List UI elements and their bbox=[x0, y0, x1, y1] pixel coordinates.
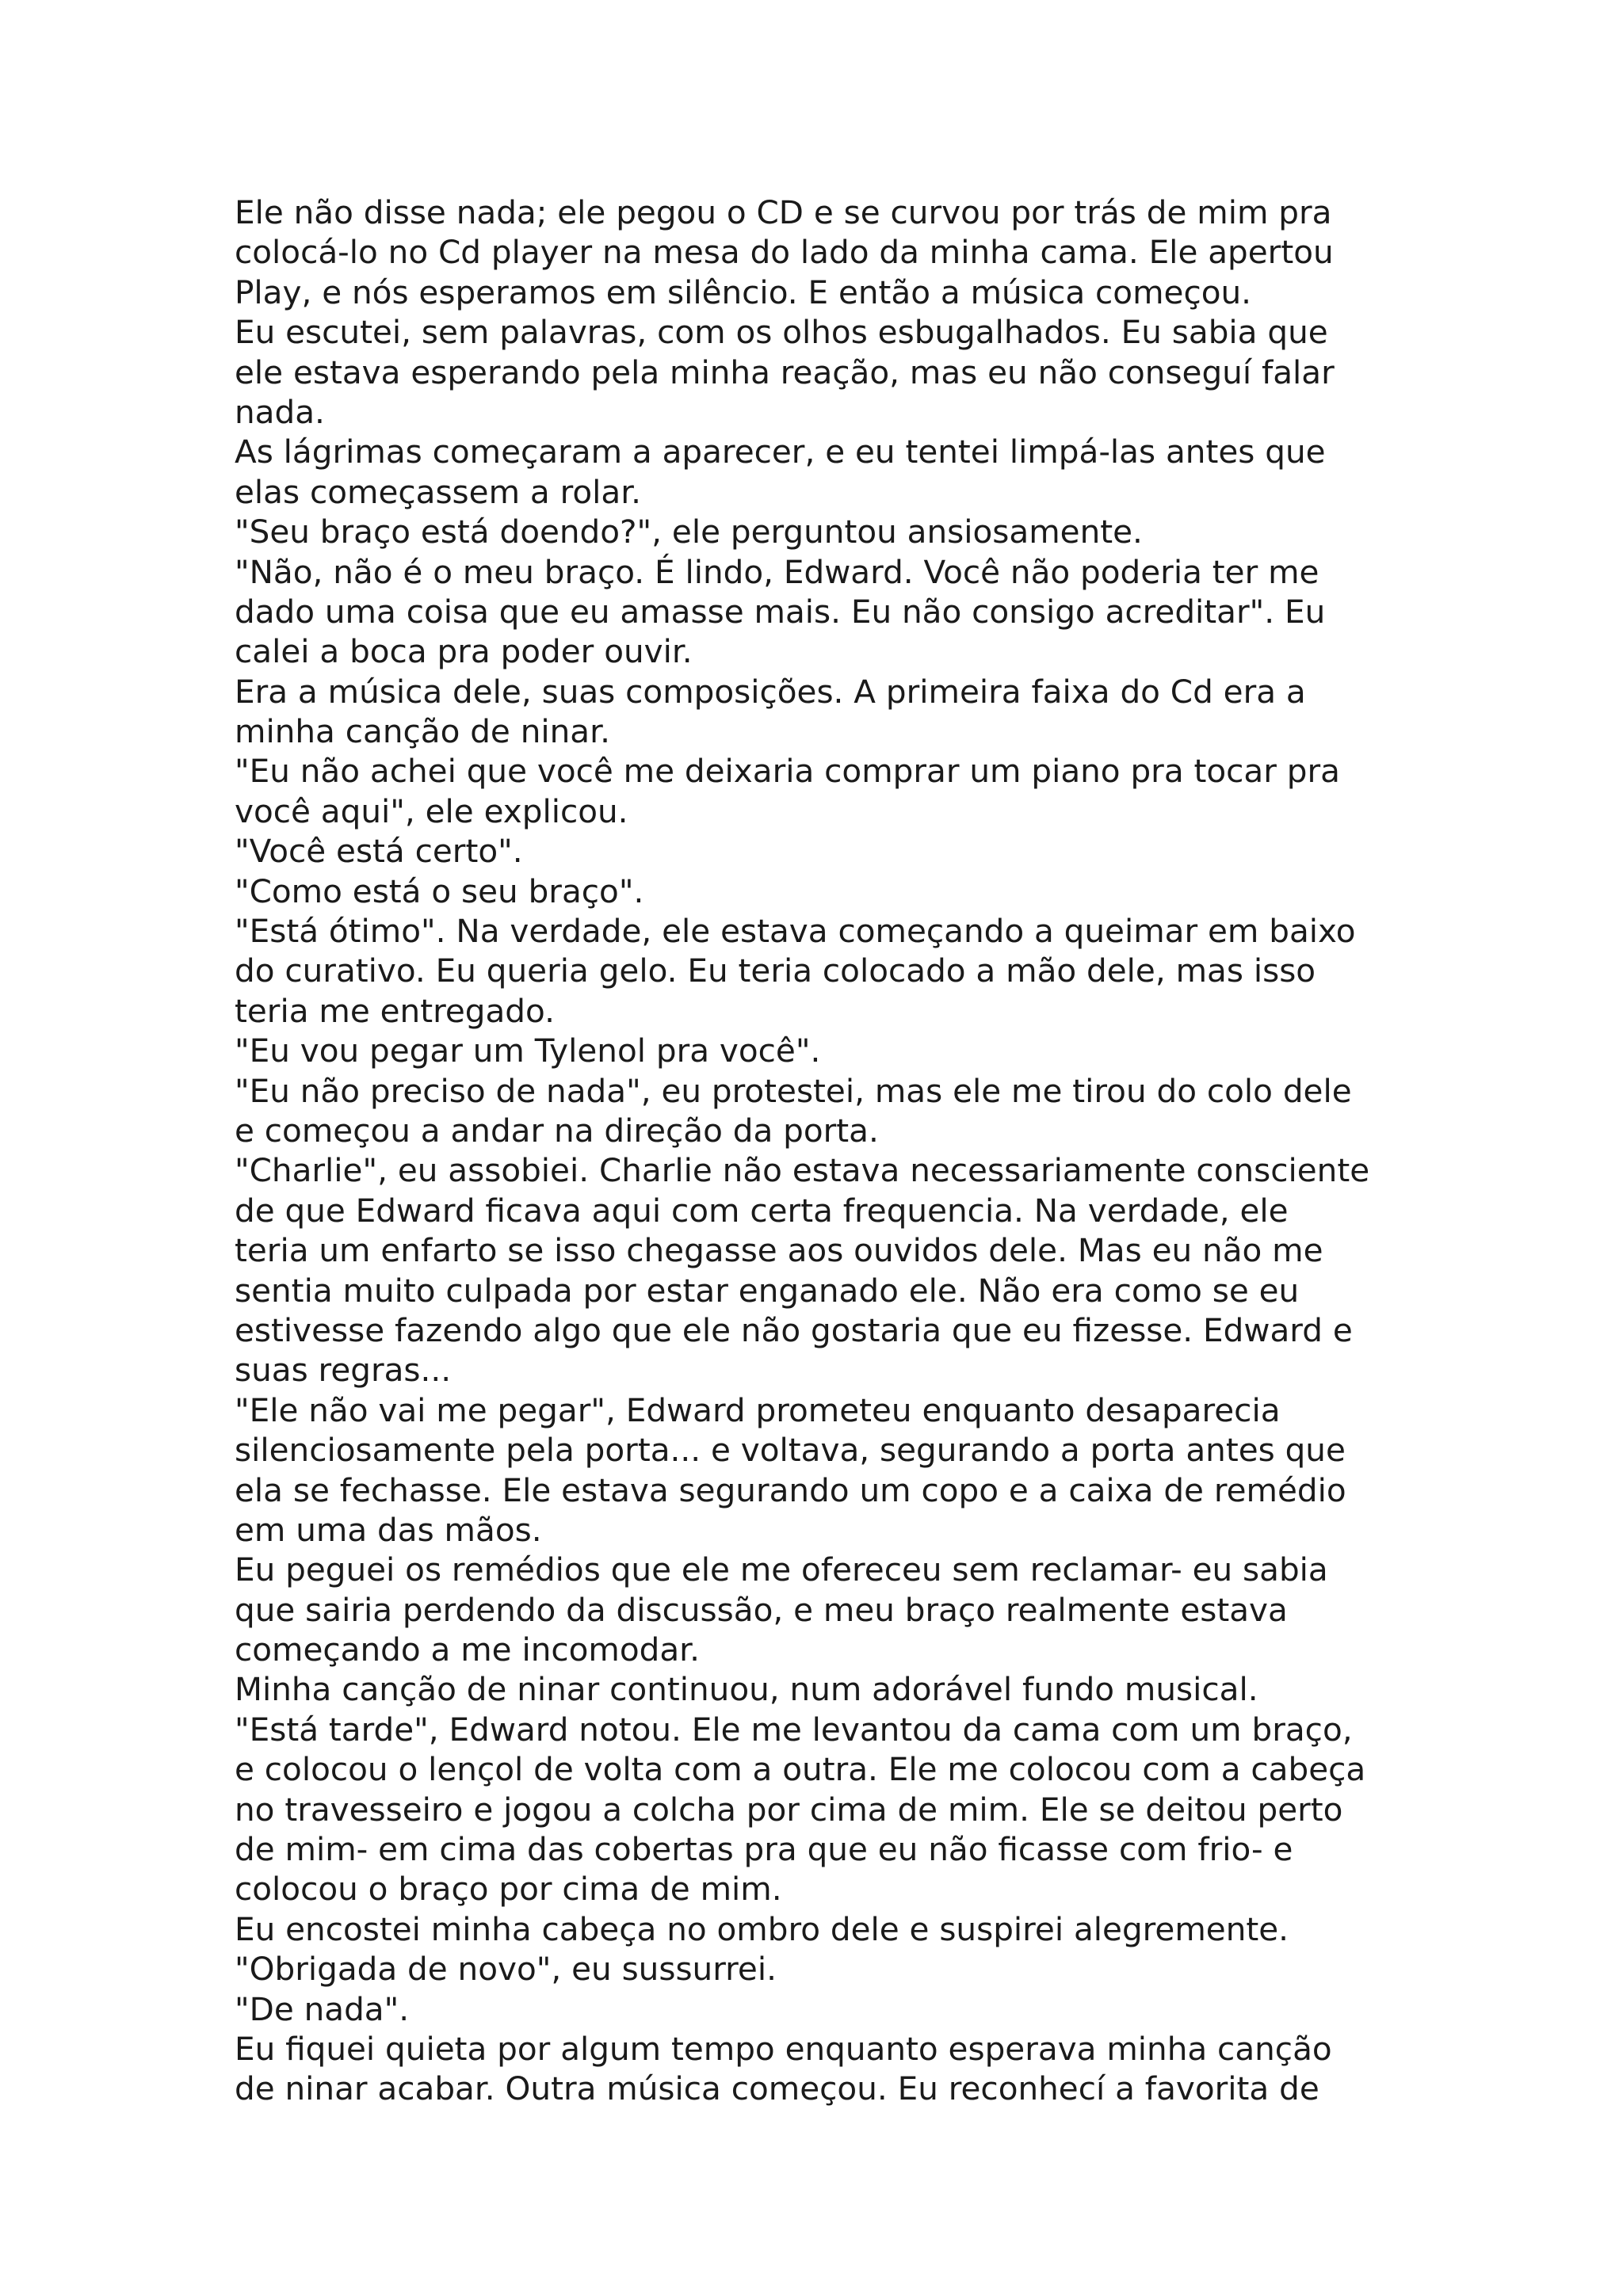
text-line: de mim- em cima das cobertas pra que eu não ficasse com frio- e bbox=[235, 1830, 1293, 1869]
text-line: em uma das mãos. bbox=[235, 1510, 542, 1549]
text-line: "Está ótimo". Na verdade, ele estava começando a queimar em baixo bbox=[235, 912, 1356, 951]
text-line: "Eu não preciso de nada", eu protestei, mas ele me tirou do colo dele bbox=[235, 1071, 1352, 1110]
text-line: colocou o braço por cima de mim. bbox=[235, 1870, 782, 1909]
body-text bbox=[235, 193, 1423, 2109]
text-line: "Eu não achei que você me deixaria comprar um piano pra tocar pra bbox=[235, 752, 1340, 791]
text-line: e colocou o lençol de volta com a outra. Ele me colocou com a cabeça bbox=[235, 1750, 1366, 1789]
text-line: sentia muito culpada por estar enganado ele. Não era como se eu bbox=[235, 1271, 1300, 1310]
text-line: "Seu braço está doendo?", ele perguntou ansiosamente. bbox=[235, 513, 1143, 551]
text-line: dado uma coisa que eu amasse mais. Eu não consigo acreditar". Eu bbox=[235, 592, 1326, 631]
text-line: ela se fechasse. Ele estava segurando um copo e a caixa de remédio bbox=[235, 1470, 1346, 1509]
text-line: As lágrimas começaram a aparecer, e eu tentei limpá-las antes que bbox=[235, 433, 1326, 471]
text-line: Eu fiquei quieta por algum tempo enquanto esperava minha canção bbox=[235, 2029, 1332, 2068]
text-line: começando a me incomodar. bbox=[235, 1630, 700, 1669]
text-line: teria um enfarto se isso chegasse aos ouvidos dele. Mas eu não me bbox=[235, 1231, 1323, 1270]
text-line: estivesse fazendo algo que ele não gostaria que eu fizesse. Edward e bbox=[235, 1310, 1353, 1349]
text-line: silenciosamente pela porta... e voltava, segurando a porta antes que bbox=[235, 1431, 1346, 1470]
text-line: "Obrigada de novo", eu sussurrei. bbox=[235, 1950, 777, 1989]
text-line: no travesseiro e jogou a colcha por cima de mim. Ele se deitou perto bbox=[235, 1790, 1343, 1829]
text-line: Eu encostei minha cabeça no ombro dele e suspirei alegremente. bbox=[235, 1909, 1289, 1948]
text-line: Era a música dele, suas composições. A primeira faixa do Cd era a bbox=[235, 672, 1306, 711]
text-line: teria me entregado. bbox=[235, 991, 555, 1030]
text-line: nada. bbox=[235, 392, 325, 431]
text-line: "Como está o seu braço". bbox=[235, 871, 644, 910]
text-line: Eu escutei, sem palavras, com os olhos esbugalhados. Eu sabia que bbox=[235, 313, 1328, 352]
text-line: e começou a andar na direção da porta. bbox=[235, 1111, 879, 1150]
text-line: Play, e nós esperamos em silêncio. E então a música começou. bbox=[235, 273, 1252, 311]
text-line: "Charlie", eu assobiei. Charlie não estava necessariamente consciente bbox=[235, 1151, 1370, 1190]
text-line: "Você está certo". bbox=[235, 832, 523, 871]
text-line: de que Edward ficava aqui com certa frequencia. Na verdade, ele bbox=[235, 1191, 1289, 1230]
text-line: suas regras... bbox=[235, 1351, 452, 1390]
text-line: minha canção de ninar. bbox=[235, 712, 610, 751]
text-line: de ninar acabar. Outra música começou. Eu reconhecí a favorita de bbox=[235, 2069, 1319, 2108]
text-line: do curativo. Eu queria gelo. Eu teria colocado a mão dele, mas isso bbox=[235, 952, 1316, 990]
text-line: "Não, não é o meu braço. É lindo, Edward. Você não poderia ter me bbox=[235, 552, 1319, 591]
text-line: "Ele não vai me pegar", Edward prometeu enquanto desaparecia bbox=[235, 1390, 1281, 1429]
text-line: "Eu vou pegar um Tylenol pra você". bbox=[235, 1032, 821, 1070]
text-line: que sairia perdendo da discussão, e meu braço realmente estava bbox=[235, 1590, 1288, 1629]
text-line: elas começassem a rolar. bbox=[235, 472, 642, 511]
text-line: Eu peguei os remédios que ele me ofereceu sem reclamar- eu sabia bbox=[235, 1550, 1328, 1589]
text-line: você aqui", ele explicou. bbox=[235, 791, 628, 830]
text-line: Ele não disse nada; ele pegou o CD e se curvou por trás de mim pra bbox=[235, 193, 1332, 231]
text-line: calei a boca pra poder ouvir. bbox=[235, 632, 693, 671]
text-line: colocá-lo no Cd player na mesa do lado da minha cama. Ele apertou bbox=[235, 233, 1334, 272]
text-line: "De nada". bbox=[235, 1989, 410, 2028]
text-line: ele estava esperando pela minha reação, mas eu não conseguí falar bbox=[235, 353, 1335, 391]
text-line: Minha canção de ninar continuou, num adorável fundo musical. bbox=[235, 1670, 1258, 1709]
text-line: "Está tarde", Edward notou. Ele me levantou da cama com um braço, bbox=[235, 1710, 1353, 1749]
